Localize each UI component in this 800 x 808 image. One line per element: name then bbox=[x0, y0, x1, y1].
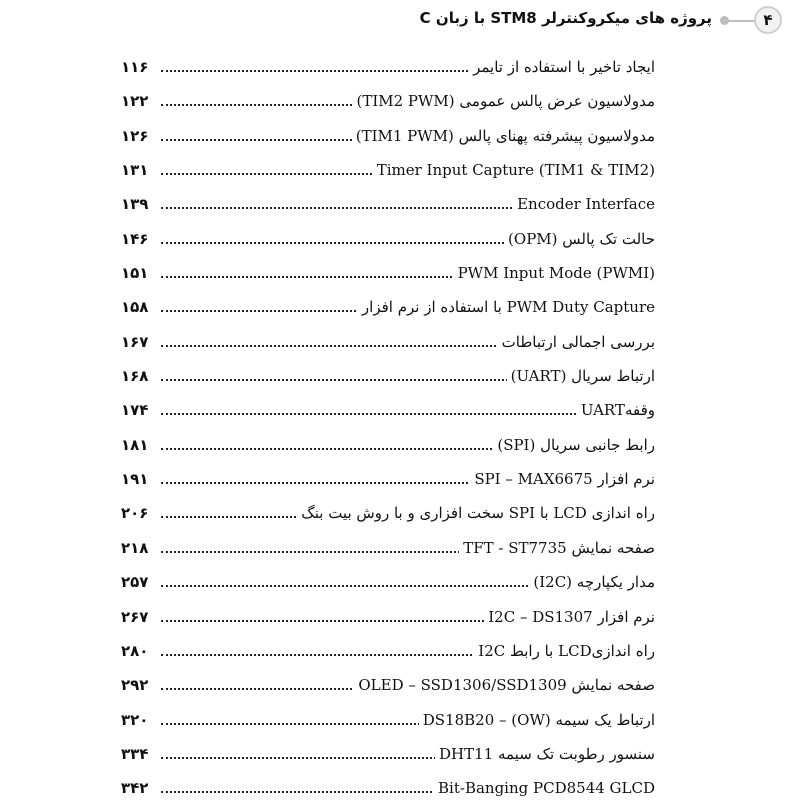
page-number-badge bbox=[754, 6, 782, 34]
toc-entry-page-number: ۱۳۱ bbox=[121, 161, 149, 180]
toc-entry-page-number: ۱۷۴ bbox=[121, 401, 149, 420]
toc-entry-page-number: ۲۵۷ bbox=[121, 573, 149, 592]
toc-entry-title: PWM Input Mode (PWMI) bbox=[454, 262, 655, 284]
toc-entry bbox=[0, 52, 800, 86]
toc-entry-title: صفحه نمایش OLED – SSD1306/SSD1309 bbox=[354, 674, 655, 696]
toc-entry bbox=[0, 705, 800, 739]
toc-entry-page-number: ۱۱۶ bbox=[121, 58, 149, 76]
toc-entry-title: مدولاسیون عرض پالس عمومی (TIM2 PWM) bbox=[352, 90, 655, 112]
toc-entry-page-number: ۱۸۱ bbox=[121, 435, 149, 454]
page-header bbox=[340, 6, 784, 36]
toc-entry-title: ارتباط یک سیمه (OW) – DS18B20 bbox=[419, 709, 655, 731]
toc-entry bbox=[0, 670, 800, 704]
toc-entry-page-number: ۲۸۰ bbox=[121, 641, 149, 660]
toc-entry bbox=[0, 430, 800, 464]
toc-entry-page-number: ۲۱۸ bbox=[121, 538, 149, 557]
toc-entry-page-number: ۲۹۲ bbox=[121, 676, 149, 695]
toc-entry-title: وقفهUART bbox=[577, 399, 655, 421]
toc-entry-page-number: ۳۳۴ bbox=[121, 744, 149, 763]
toc-entry-page-number: ۱۵۸ bbox=[121, 298, 149, 317]
toc-entry-page-number: ۲۰۶ bbox=[121, 504, 149, 523]
toc-entry bbox=[0, 121, 800, 155]
toc-entry-page-number: ۲۶۷ bbox=[121, 607, 149, 626]
toc-entry-title: ارتباط سریال (UART) bbox=[507, 365, 655, 387]
toc-entry bbox=[0, 292, 800, 326]
toc-entry bbox=[0, 567, 800, 601]
toc-entry bbox=[0, 327, 800, 361]
toc-entry bbox=[0, 602, 800, 636]
toc-entry-title: حالت تک پالس (OPM) bbox=[504, 228, 655, 250]
page-number: ۴ bbox=[763, 11, 773, 29]
toc-entry-title: نرم افزار SPI – MAX6675 bbox=[470, 468, 655, 490]
toc-entry-page-number: ۱۹۱ bbox=[121, 470, 149, 489]
toc-entry bbox=[0, 739, 800, 773]
toc-entry bbox=[0, 155, 800, 189]
toc-entry-title: راه اندازی LCD با SPI سخت افزاری و با روش بیت بنگ bbox=[297, 502, 655, 524]
toc-entry bbox=[0, 395, 800, 429]
toc-entry-title: Bit-Banging PCD8544 GLCD bbox=[434, 777, 655, 799]
toc-entry-title: ایجاد تاخیر با استفاده از تایمر bbox=[469, 56, 655, 78]
toc-entry-page-number: ۳۴۲ bbox=[121, 779, 149, 798]
toc-entry-title: مدولاسیون پیشرفته پهنای پالس (TIM1 PWM) bbox=[352, 125, 655, 147]
toc-entry-title: نرم افزار I2C – DS1307 bbox=[484, 606, 655, 628]
toc-entry bbox=[0, 258, 800, 292]
toc-entry-title: رابط جانبی سریال (SPI) bbox=[493, 434, 655, 456]
header-dot bbox=[720, 16, 729, 25]
toc-entry bbox=[0, 86, 800, 120]
toc-entry bbox=[0, 464, 800, 498]
book-title: پروژه های میکروکنترلر STM8 با زبان C bbox=[419, 9, 712, 27]
toc-entry-page-number: ۱۵۱ bbox=[121, 264, 149, 283]
toc-entry-page-number: ۳۲۰ bbox=[121, 710, 149, 729]
toc-entry-title: بررسی اجمالی ارتباطات bbox=[498, 331, 655, 353]
header-rule bbox=[728, 20, 754, 22]
toc-entry bbox=[0, 636, 800, 670]
toc-entry-title: مدار یکپارچه (I2C) bbox=[529, 571, 655, 593]
toc-entry-page-number: ۱۲۲ bbox=[121, 92, 149, 111]
toc-entry bbox=[0, 189, 800, 223]
toc-entry bbox=[0, 224, 800, 258]
toc-entry bbox=[0, 361, 800, 395]
toc-entry-title: راه اندازیLCD با رابط I2C bbox=[474, 640, 655, 662]
toc-entry-page-number: ۱۶۸ bbox=[121, 367, 149, 386]
toc-entry-page-number: ۱۶۷ bbox=[121, 332, 149, 351]
toc-entry-page-number: ۱۳۹ bbox=[121, 195, 149, 214]
toc-entry-title: Encoder Interface bbox=[513, 193, 655, 215]
toc-entry-title: سنسور رطوبت تک سیمه DHT11 bbox=[435, 743, 655, 765]
toc-entry-title: PWM Duty Capture با استفاده از نرم افزار bbox=[358, 296, 655, 318]
toc-entry-title: Timer Input Capture (TIM1 & TIM2) bbox=[373, 159, 655, 181]
toc-entry bbox=[0, 498, 800, 532]
toc-entry-page-number: ۱۲۶ bbox=[121, 126, 149, 145]
toc-entry-page-number: ۱۴۶ bbox=[121, 229, 149, 248]
toc-entry bbox=[0, 533, 800, 567]
table-of-contents bbox=[0, 52, 800, 808]
toc-entry bbox=[0, 773, 800, 807]
toc-entry-title: صفحه نمایش TFT - ST7735 bbox=[459, 537, 655, 559]
